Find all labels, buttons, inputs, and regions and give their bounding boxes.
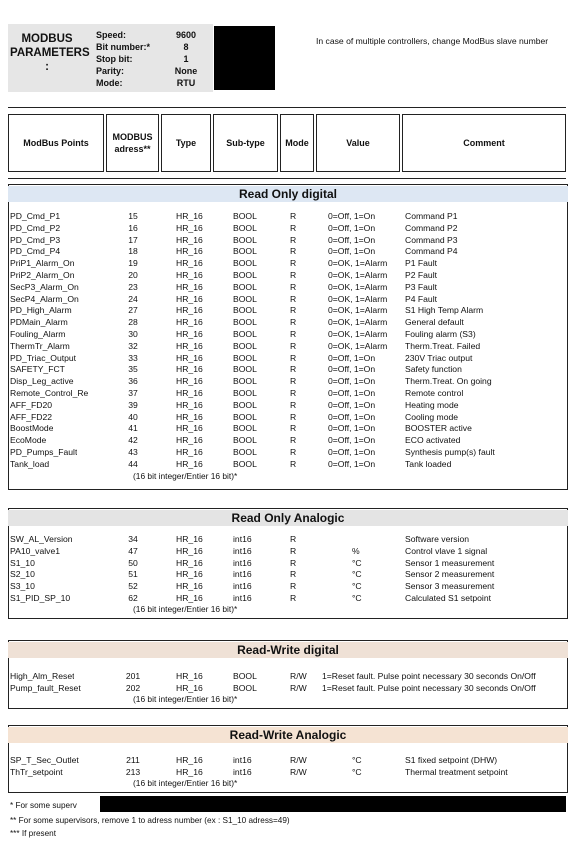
table-row [0,683,573,694]
point-subtype: BOOL [233,682,257,693]
point-name: SecP3_Alarm_On [10,281,79,292]
point-mode: R [290,305,297,316]
point-comment: BOOSTER active [405,423,472,434]
param-label-speed: Speed: [96,30,127,40]
section-title: Read-Write Analogic [8,727,568,743]
table-row [0,534,573,545]
point-comment: Calculated S1 setpoint [405,593,491,603]
param-value-speed: 9600 [175,30,197,40]
point-value: 0=Off, 1=On [328,388,376,398]
point-adress: 202 [125,682,141,693]
table-row [0,671,573,682]
point-mode: R [290,388,297,398]
point-comment: Command P2 [405,222,458,233]
point-name: Remote_Control_Re [10,388,89,398]
section-footnote: (16 bit integer/Entier 16 bit)* [133,471,238,481]
point-mode: R [290,234,297,245]
point-adress: 28 [128,317,138,328]
point-type: HR_16 [176,569,203,580]
table-row [0,353,573,364]
point-type: HR_16 [176,411,203,422]
point-value: °C [352,569,362,580]
point-type: HR_16 [176,593,203,603]
point-name: Pump_fault_Reset [10,682,81,693]
table-row [0,593,573,604]
point-adress: 50 [128,557,138,568]
point-adress: 15 [128,211,138,221]
section-title: Read Only Analogic [8,510,568,526]
point-adress: 34 [128,534,138,544]
table-row [0,447,573,458]
section-footnote: (16 bit integer/Entier 16 bit)* [133,778,238,788]
point-name: S2_10 [10,569,35,580]
table-row [0,546,573,557]
point-name: S1_PID_SP_10 [10,593,71,603]
point-value: 0=Off, 1=On [328,222,376,233]
point-name: PriP1_Alarm_On [10,258,75,269]
table-row [0,569,573,580]
point-subtype: BOOL [233,305,257,316]
point-subtype: BOOL [233,411,257,422]
point-subtype: BOOL [233,376,257,387]
point-subtype: BOOL [233,671,257,681]
point-subtype: BOOL [233,211,257,221]
point-name: PD_Triac_Output [10,352,77,363]
point-name: PD_Pumps_Fault [10,447,78,457]
point-name: S3_10 [10,581,35,592]
point-type: HR_16 [176,545,203,556]
point-type: HR_16 [176,340,203,351]
table-row [0,305,573,316]
point-adress: 35 [128,364,138,375]
point-subtype: BOOL [233,246,257,257]
point-subtype: BOOL [233,234,257,245]
point-name: High_Alm_Reset [10,671,75,681]
point-value: 0=OK, 1=Alarm [328,281,388,292]
section-bottom-border [8,792,568,793]
point-type: HR_16 [176,234,203,245]
point-comment: ECO activated [405,435,461,446]
point-comment: Command P3 [405,234,458,245]
point-mode: R [290,222,297,233]
point-subtype: BOOL [233,222,257,233]
point-value: 0=OK, 1=Alarm [328,258,388,269]
point-name: EcoMode [10,435,47,446]
point-mode: R [290,447,297,457]
point-type: HR_16 [176,270,203,280]
point-name: PriP2_Alarm_On [10,270,75,280]
section-footnote: (16 bit integer/Entier 16 bit)* [133,694,238,704]
point-comment: P2 Fault [405,270,438,280]
point-name: SW_AL_Version [10,534,73,544]
point-value: 0=OK, 1=Alarm [328,293,388,304]
point-mode: R [290,569,297,580]
point-mode: R [290,593,297,603]
point-name: PD_Cmd_P4 [10,246,61,257]
point-subtype: BOOL [233,317,257,328]
table-row [0,400,573,411]
point-value: °C [352,557,362,568]
col-header-points: ModBus Points [8,114,104,172]
point-mode: R [290,458,297,469]
point-type: HR_16 [176,435,203,446]
point-mode: R [290,293,297,304]
table-row [0,282,573,293]
slave-number-note: In case of multiple controllers, change ModBus slave number [316,36,549,46]
point-name: PD_High_Alarm [10,305,72,316]
point-name: Disp_Leg_active [10,376,74,387]
point-mode: R/W [290,671,307,681]
point-name: PD_Cmd_P2 [10,222,61,233]
point-type: HR_16 [176,305,203,316]
point-subtype: BOOL [233,340,257,351]
point-type: HR_16 [176,682,203,693]
point-type: HR_16 [176,364,203,375]
point-subtype: int16 [233,557,252,568]
point-mode: R [290,557,297,568]
table-row [0,423,573,434]
point-type: HR_16 [176,376,203,387]
section-bottom-border [8,708,568,709]
point-adress: 52 [128,581,138,592]
point-subtype: int16 [233,545,252,556]
table-row [0,235,573,246]
point-mode: R [290,270,297,280]
point-comment: Fouling alarm (S3) [405,329,476,339]
table-row [0,412,573,423]
point-comment: P4 Fault [405,293,438,304]
point-adress: 23 [128,281,138,292]
table-row [0,388,573,399]
point-value: 0=Off, 1=On [328,435,376,446]
table-row [0,435,573,446]
point-subtype: BOOL [233,388,257,398]
point-type: HR_16 [176,766,203,777]
point-type: HR_16 [176,388,203,398]
point-adress: 33 [128,352,138,363]
point-value: 0=Off, 1=On [328,376,376,387]
point-value: 0=Off, 1=On [328,211,376,221]
footnote-star3: *** If present [10,829,56,838]
point-comment: Sensor 3 measurement [405,581,495,592]
point-value: 0=Off, 1=On [328,458,376,469]
point-subtype: BOOL [233,281,257,292]
point-value: 0=Off, 1=On [328,352,376,363]
point-value: 0=OK, 1=Alarm [328,340,388,351]
point-adress: 30 [128,329,138,339]
point-mode: R [290,545,297,556]
point-name: SecP4_Alarm_On [10,293,79,304]
point-value: 0=Off, 1=On [328,399,376,410]
redacted-footnote-bar [100,796,566,812]
point-adress: 40 [128,411,138,422]
point-type: HR_16 [176,399,203,410]
param-label-stop-bit: Stop bit: [96,54,133,64]
point-mode: R [290,581,297,592]
point-value: 0=Off, 1=On [328,246,376,257]
point-mode: R/W [290,682,307,693]
point-comment: P3 Fault [405,281,438,292]
table-row [0,329,573,340]
point-name: ThTr_setpoint [10,766,63,777]
footnote-star1: * For some superv [10,801,77,810]
point-mode: R [290,317,297,328]
point-type: HR_16 [176,281,203,292]
col-header-adress: MODBUS adress** [106,114,159,172]
point-subtype: BOOL [233,447,257,457]
point-adress: 42 [128,435,138,446]
point-mode: R [290,258,297,269]
table-row [0,246,573,257]
table-row [0,558,573,569]
param-label-parity: Parity: [96,66,125,76]
point-name: PD_Cmd_P3 [10,234,61,245]
point-subtype: int16 [233,569,252,580]
point-adress: 39 [128,399,138,410]
point-comment: Cooling mode [405,411,459,422]
point-mode: R [290,329,297,339]
section-title: Read Only digital [8,186,568,202]
point-name: PDMain_Alarm [10,317,68,328]
point-name: SAFETY_FCT [10,364,65,375]
table-row [0,376,573,387]
point-adress: 43 [128,447,138,457]
table-row [0,755,573,766]
point-value: °C [352,593,362,603]
point-type: HR_16 [176,329,203,339]
point-value: 0=Off, 1=On [328,411,376,422]
point-comment: P1 Fault [405,258,438,269]
point-adress: 17 [128,234,138,245]
col-header-value: Value [316,114,400,172]
point-comment: Software version [405,534,470,544]
point-comment: S1 fixed setpoint (DHW) [405,755,498,765]
section-bottom-border [8,489,568,490]
point-comment: Control vlave 1 signal [405,545,488,556]
param-value-bit-number: 8 [183,42,189,52]
point-adress: 213 [125,766,141,777]
point-value: 0=OK, 1=Alarm [328,270,388,280]
section-footnote: (16 bit integer/Entier 16 bit)* [133,604,238,614]
table-row [0,317,573,328]
point-value: 0=OK, 1=Alarm [328,317,388,328]
point-comment: Therm.Treat. Failed [405,340,481,351]
point-comment: Command P4 [405,246,458,257]
point-adress: 211 [126,755,140,765]
point-mode: R/W [290,766,307,777]
point-value: °C [352,755,362,765]
point-subtype: BOOL [233,293,257,304]
table-row [0,270,573,281]
point-comment: 230V Triac output [405,352,473,363]
point-mode: R [290,211,297,221]
point-mode: R [290,246,297,257]
point-type: HR_16 [176,258,203,269]
point-comment: Tank loaded [405,458,452,469]
point-subtype: BOOL [233,399,257,410]
col-header-subtype: Sub-type [213,114,278,172]
point-subtype: BOOL [233,258,257,269]
table-row [0,211,573,222]
point-mode: R [290,281,297,292]
point-subtype: int16 [233,755,252,765]
point-comment: Command P1 [405,211,458,221]
footnote-star2: ** For some supervisors, remove 1 to adress number (ex : S1_10 adress=49) [10,816,290,825]
point-comment: Thermal treatment setpoint [405,766,508,777]
point-comment: S1 High Temp Alarm [405,305,484,316]
section-bottom-border [8,618,568,619]
point-name: ThermTr_Alarm [10,340,70,351]
point-name: PA10_valve1 [10,545,61,556]
point-type: HR_16 [176,671,203,681]
modbus-parameters-title: MODBUS PARAMETERS : [10,33,90,73]
table-row [0,459,573,470]
param-label-bit-number: Bit number:* [96,42,150,52]
point-adress: 16 [128,222,138,233]
divider [8,107,566,108]
point-subtype: BOOL [233,435,257,446]
param-value-parity: None [174,66,198,76]
point-name: AFF_FD22 [10,411,53,422]
point-value: °C [352,766,362,777]
point-mode: R [290,423,297,434]
point-subtype: BOOL [233,458,257,469]
divider [8,178,566,179]
point-comment: Safety function [405,364,462,375]
point-adress: 27 [128,305,138,316]
point-comment: Synthesis pump(s) fault [405,447,495,457]
point-type: HR_16 [176,447,203,457]
point-value: 0=Off, 1=On [328,423,376,434]
point-type: HR_16 [176,293,203,304]
point-comment: Sensor 1 measurement [405,557,495,568]
point-subtype: BOOL [233,423,257,434]
point-adress: 41 [128,423,138,434]
point-adress: 36 [128,376,138,387]
point-comment: Heating mode [405,399,459,410]
point-mode: R [290,399,297,410]
table-row [0,581,573,592]
point-mode: R [290,364,297,375]
point-adress: 24 [128,293,138,304]
point-comment: Sensor 2 measurement [405,569,495,580]
point-comment: Therm.Treat. On going [405,376,492,387]
point-adress: 62 [128,593,138,603]
table-row [0,294,573,305]
point-subtype: int16 [233,766,252,777]
col-header-comment: Comment [402,114,566,172]
point-type: HR_16 [176,246,203,257]
table-row [0,767,573,778]
point-adress: 20 [128,270,138,280]
param-value-stop-bit: 1 [183,54,189,64]
point-adress: 19 [128,258,138,269]
point-adress: 32 [128,340,138,351]
point-type: HR_16 [176,352,203,363]
point-type: HR_16 [176,755,203,765]
point-mode: R [290,435,297,446]
table-row [0,341,573,352]
point-mode: R/W [290,755,307,765]
point-type: HR_16 [176,557,203,568]
point-value: 0=OK, 1=Alarm [328,329,388,339]
point-name: BoostMode [10,423,54,434]
point-comment: General default [405,317,464,328]
point-name: Tank_load [10,458,50,469]
col-header-type: Type [161,114,211,172]
point-adress: 18 [128,246,138,257]
point-type: HR_16 [176,222,203,233]
param-value-mode: RTU [176,78,196,88]
point-mode: R [290,411,297,422]
point-name: AFF_FD20 [10,399,53,410]
point-subtype: BOOL [233,352,257,363]
point-subtype: BOOL [233,364,257,375]
point-name: S1_10 [10,557,35,568]
point-type: HR_16 [176,458,203,469]
point-type: HR_16 [176,317,203,328]
point-name: SP_T_Sec_Outlet [10,755,79,765]
point-type: HR_16 [176,423,203,434]
table-row [0,364,573,375]
point-mode: R [290,352,297,363]
point-name: PD_Cmd_P1 [10,211,61,221]
point-subtype: BOOL [233,270,257,280]
point-value: 1=Reset fault. Pulse point necessary 30 seconds On/Off [322,682,536,693]
point-type: HR_16 [176,211,203,221]
point-value: 0=Off, 1=On [328,234,376,245]
point-subtype: BOOL [233,329,257,339]
point-value: 1=Reset fault. Pulse point necessary 30 seconds On/Off [322,671,536,681]
section-title: Read-Write digital [8,642,568,658]
point-type: HR_16 [176,581,203,592]
point-name: Fouling_Alarm [10,329,66,339]
point-mode: R [290,376,297,387]
point-value: 0=OK, 1=Alarm [328,305,388,316]
point-comment: Remote control [405,388,464,398]
col-header-mode: Mode [280,114,314,172]
table-row [0,258,573,269]
point-subtype: int16 [233,534,252,544]
point-mode: R [290,340,297,351]
table-row [0,223,573,234]
point-subtype: int16 [233,593,252,603]
point-adress: 47 [128,545,138,556]
point-subtype: int16 [233,581,252,592]
point-adress: 201 [125,671,141,681]
point-type: HR_16 [176,534,203,544]
point-mode: R [290,534,297,544]
point-value: °C [352,581,362,592]
point-adress: 37 [128,388,138,398]
point-adress: 44 [128,458,138,469]
point-value: 0=Off, 1=On [328,364,376,375]
point-adress: 51 [128,569,138,580]
point-value: 0=Off, 1=On [328,447,376,457]
point-value: % [352,545,360,556]
redacted-box [214,26,275,90]
param-label-mode: Mode: [96,78,123,88]
